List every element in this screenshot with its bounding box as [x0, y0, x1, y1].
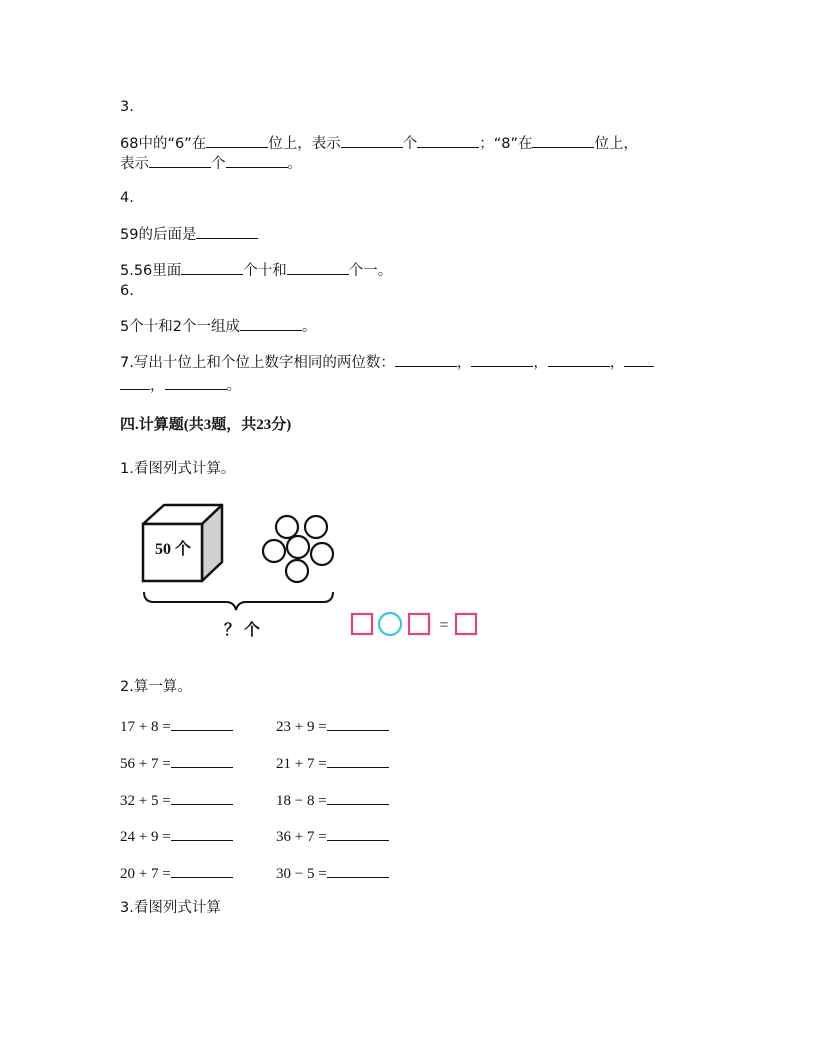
answer-blank[interactable] [240, 316, 302, 331]
calc-item-left-2 [120, 753, 233, 773]
answer-blank[interactable] [327, 863, 389, 878]
q7-text: 7.写出十位上和个位上数字相同的两位数： [120, 355, 395, 371]
answer-blank[interactable] [287, 260, 349, 275]
q7-line2 [120, 375, 241, 395]
q5-line [120, 260, 392, 280]
q6-text-a: 5个十和2个一组成 [120, 319, 240, 335]
answer-blank[interactable] [341, 133, 403, 148]
q3-text-f: 表示 [120, 156, 149, 172]
answer-blank[interactable] [327, 826, 389, 841]
q3-text-h: 。 [287, 156, 302, 172]
q7-sep: ， [609, 355, 625, 371]
section-heading: 四.计算题(共3题，共23分) [120, 417, 292, 433]
q4-number: 4. [120, 190, 134, 206]
calc-item-right-2 [276, 753, 389, 773]
answer-blank[interactable] [624, 352, 654, 367]
calc-item-right-3 [276, 790, 389, 810]
answer-blank[interactable] [165, 375, 227, 390]
q6-line [120, 316, 316, 336]
counter-circle [287, 536, 309, 558]
q7-sep: ， [150, 378, 165, 394]
calc-item-left-1 [120, 716, 233, 736]
q5-text-a: 5.56里面 [120, 263, 182, 279]
operator-circle[interactable] [379, 613, 401, 635]
q4-text: 59的后面是 [120, 227, 197, 243]
p1-title: 1.看图列式计算。 [120, 461, 236, 477]
calc-expression: 36 + 7 = [276, 829, 327, 845]
counter-circle [305, 516, 327, 538]
calc-expression: 32 + 5 = [120, 793, 171, 809]
calc-expression: 20 + 7 = [120, 866, 171, 882]
q3-line2 [120, 153, 302, 173]
calc-expression: 24 + 9 = [120, 829, 171, 845]
q4-line [120, 224, 258, 244]
equals-sign: = [439, 617, 449, 634]
answer-blank[interactable] [181, 260, 243, 275]
q3-text-c: 个 [402, 136, 418, 152]
counter-circle [276, 516, 298, 538]
answer-blank[interactable] [548, 352, 610, 367]
answer-square[interactable] [456, 614, 476, 634]
answer-blank[interactable] [395, 352, 457, 367]
answer-blank[interactable] [171, 863, 233, 878]
q7-line1 [120, 352, 654, 372]
q5-text-c: 个一。 [348, 263, 393, 279]
calc-item-right-5 [276, 863, 389, 883]
answer-blank[interactable] [471, 352, 533, 367]
q3-text-b: 位上，表示 [268, 136, 341, 152]
counter-circle [286, 560, 308, 582]
calc-expression: 21 + 7 = [276, 756, 327, 772]
p3-title: 3.看图列式计算 [120, 900, 221, 916]
p2-title: 2.算一算。 [120, 679, 192, 695]
answer-blank[interactable] [149, 153, 211, 168]
calc-item-right-1 [276, 716, 389, 736]
q6-number: 6. [120, 283, 134, 299]
q3-text-d: ；“8”在 [479, 136, 533, 152]
answer-blank[interactable] [171, 753, 233, 768]
brace [144, 592, 333, 610]
calc-expression: 56 + 7 = [120, 756, 171, 772]
answer-blank[interactable] [226, 153, 288, 168]
calc-expression: 17 + 8 = [120, 719, 171, 735]
answer-blank[interactable] [171, 826, 233, 841]
q7-sep: ， [533, 355, 548, 371]
calc-item-left-5 [120, 863, 233, 883]
answer-blank[interactable] [120, 375, 150, 390]
answer-blank[interactable] [417, 133, 479, 148]
picture-problem-figure [130, 498, 490, 648]
counter-circle [263, 540, 285, 562]
answer-square[interactable] [409, 614, 429, 634]
calc-expression: 23 + 9 = [276, 719, 327, 735]
answer-blank[interactable] [171, 716, 233, 731]
calc-item-left-4 [120, 826, 233, 846]
q3-number: 3. [120, 99, 134, 115]
q3-text-e: 位上， [594, 136, 638, 152]
answer-blank[interactable] [196, 224, 258, 239]
calc-item-left-3 [120, 790, 233, 810]
answer-square[interactable] [352, 614, 372, 634]
calc-expression: 18 − 8 = [276, 793, 327, 809]
q6-text-b: 。 [301, 319, 317, 335]
answer-blank[interactable] [327, 790, 389, 805]
calc-expression: 30 − 5 = [276, 866, 327, 882]
q7-end: 。 [226, 378, 241, 394]
calc-item-right-4 [276, 826, 389, 846]
counter-circle [311, 543, 333, 565]
q3-text-g: 个 [211, 156, 226, 172]
q5-text-b: 个十和 [243, 263, 287, 279]
answer-blank[interactable] [327, 753, 389, 768]
q3-text-a: 68中的“6”在 [120, 136, 207, 152]
question-label: ？ 个 [223, 622, 261, 639]
answer-blank[interactable] [327, 716, 389, 731]
answer-blank[interactable] [206, 133, 268, 148]
cube-label: 50 个 [154, 541, 192, 558]
answer-blank[interactable] [171, 790, 233, 805]
q7-sep: ， [456, 355, 472, 371]
q3-line1 [120, 133, 638, 153]
answer-blank[interactable] [532, 133, 594, 148]
